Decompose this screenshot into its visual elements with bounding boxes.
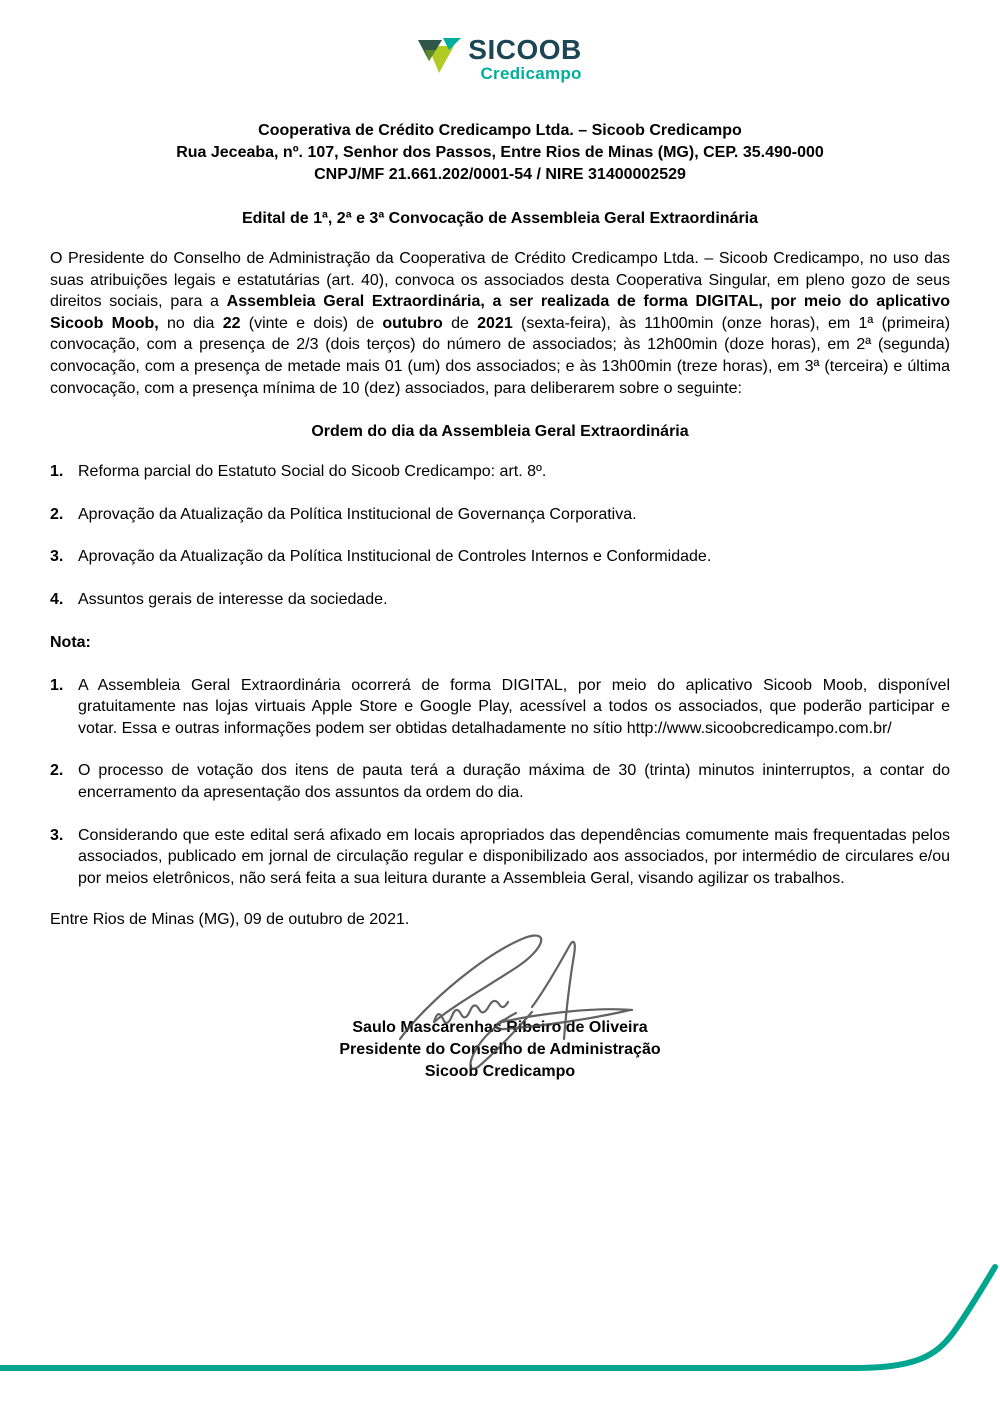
agenda-item <box>50 461 950 483</box>
agenda-item-text: Assuntos gerais de interesse da sociedade. <box>78 590 388 608</box>
agenda-item-text: Aprovação da Atualização da Política Institucional de Governança Corporativa. <box>78 505 637 523</box>
note-item-number: 2. <box>50 762 64 780</box>
brand-name: SICOOB <box>468 34 582 65</box>
org-name-line: Cooperativa de Crédito Credicampo Ltda. – Sicoob Credicampo <box>258 122 742 139</box>
org-address-line: Rua Jeceaba, nº. 107, Senhor dos Passos, Entre Rios de Minas (MG), CEP. 35.490-000 <box>176 144 824 161</box>
org-registry-line: CNPJ/MF 21.661.202/0001-54 / NIRE 31400002529 <box>314 166 686 183</box>
sub-brand-name: Credicampo <box>480 64 582 83</box>
note-item-number: 1. <box>50 676 64 694</box>
logo-wordmark <box>468 36 581 84</box>
note-item <box>50 760 950 803</box>
bottom-swoosh-decoration <box>0 1254 1000 1414</box>
agenda-item-text: Aprovação da Atualização da Política Institucional de Controles Internos e Conformidade. <box>78 548 712 566</box>
agenda-list <box>50 461 950 610</box>
sicoob-triangles-icon <box>418 37 462 75</box>
notes-list <box>50 675 950 890</box>
note-item-text: A Assembleia Geral Extraordinária ocorrerá de forma DIGITAL, por meio do aplicativo Sicoob Moob, disponível gratuitamente nas lojas virtuais Apple Store e Google Play, acessível a todos os associados, que poderão participar e votar. Essa e outras informações podem ser obtidas detalhadamente no sítio http://www.sicoobcredicampo.com.br/ <box>78 676 950 737</box>
signer-role: Presidente do Conselho de Administração <box>339 1041 661 1059</box>
agenda-item-number: 3. <box>50 548 64 566</box>
note-item-number: 3. <box>50 826 64 844</box>
agenda-item <box>50 589 950 611</box>
intro-paragraph: O Presidente do Conselho de Administração da Cooperativa de Crédito Credicampo Ltda. – Sicoob Credicampo, no uso das suas atribuições legais e estatutárias (art. 40), convoca os associados desta Cooperativa Singular, em pleno gozo de seus direitos sociais, para a Assembleia Geral Extraordinária, a ser realizada de forma DIGITAL, por meio do aplicativo Sicoob Moob, no dia 22 (vinte e dois) de outubro de 2021 (sexta-feira), às 11h00min (onze horas), em 1ª (primeira) convocação, com a presença de 2/3 (dois terços) do número de associados; às 12h00min (doze horas), em 2ª (segunda) convocação, com a presença de metade mais 01 (um) dos associados; e às 13h00min (treze horas), em 3ª (terceira) e última convocação, com a presença mínima de 10 (dez) associados, para deliberarem sobre o seguinte: <box>50 250 951 397</box>
org-header <box>50 120 950 186</box>
agenda-item-number: 2. <box>50 505 64 523</box>
agenda-item <box>50 546 950 568</box>
note-item <box>50 675 950 740</box>
agenda-heading: Ordem do dia da Assembleia Geral Extraordinária <box>311 423 689 441</box>
note-item-text: Considerando que este edital será afixado em locais apropriados das dependências comumente mais frequentadas pelos associados, publicado em jornal de circulação regular e disponibilizado aos associados, por intermédio de circulares e/ou por meios eletrônicos, não será feita a sua leitura durante a Assembleia Geral, visando agilizar os trabalhos. <box>78 826 950 887</box>
date-place-line: Entre Rios de Minas (MG), 09 de outubro de 2021. <box>50 911 410 929</box>
note-item-text: O processo de votação dos itens de pauta terá a duração máxima de 30 (trinta) minutos ininterruptos, a contar do encerramento da apresentação dos assuntos da ordem do dia. <box>78 762 950 801</box>
signer-org: Sicoob Credicampo <box>424 1063 576 1081</box>
document-title: Edital de 1ª, 2ª e 3ª Convocação de Assembleia Geral Extraordinária <box>241 210 759 227</box>
signature-block <box>290 1017 710 1083</box>
agenda-item-number: 1. <box>50 463 64 481</box>
agenda-item-number: 4. <box>50 590 64 608</box>
agenda-item-text: Reforma parcial do Estatuto Social do Sicoob Credicampo: art. 8º. <box>78 463 547 481</box>
signer-name: Saulo Mascarenhas Ribeiro de Oliveira <box>352 1019 648 1037</box>
notes-heading: Nota: <box>50 633 91 651</box>
agenda-item <box>50 504 950 526</box>
note-item <box>50 825 950 890</box>
sicoob-logo <box>0 0 1000 84</box>
